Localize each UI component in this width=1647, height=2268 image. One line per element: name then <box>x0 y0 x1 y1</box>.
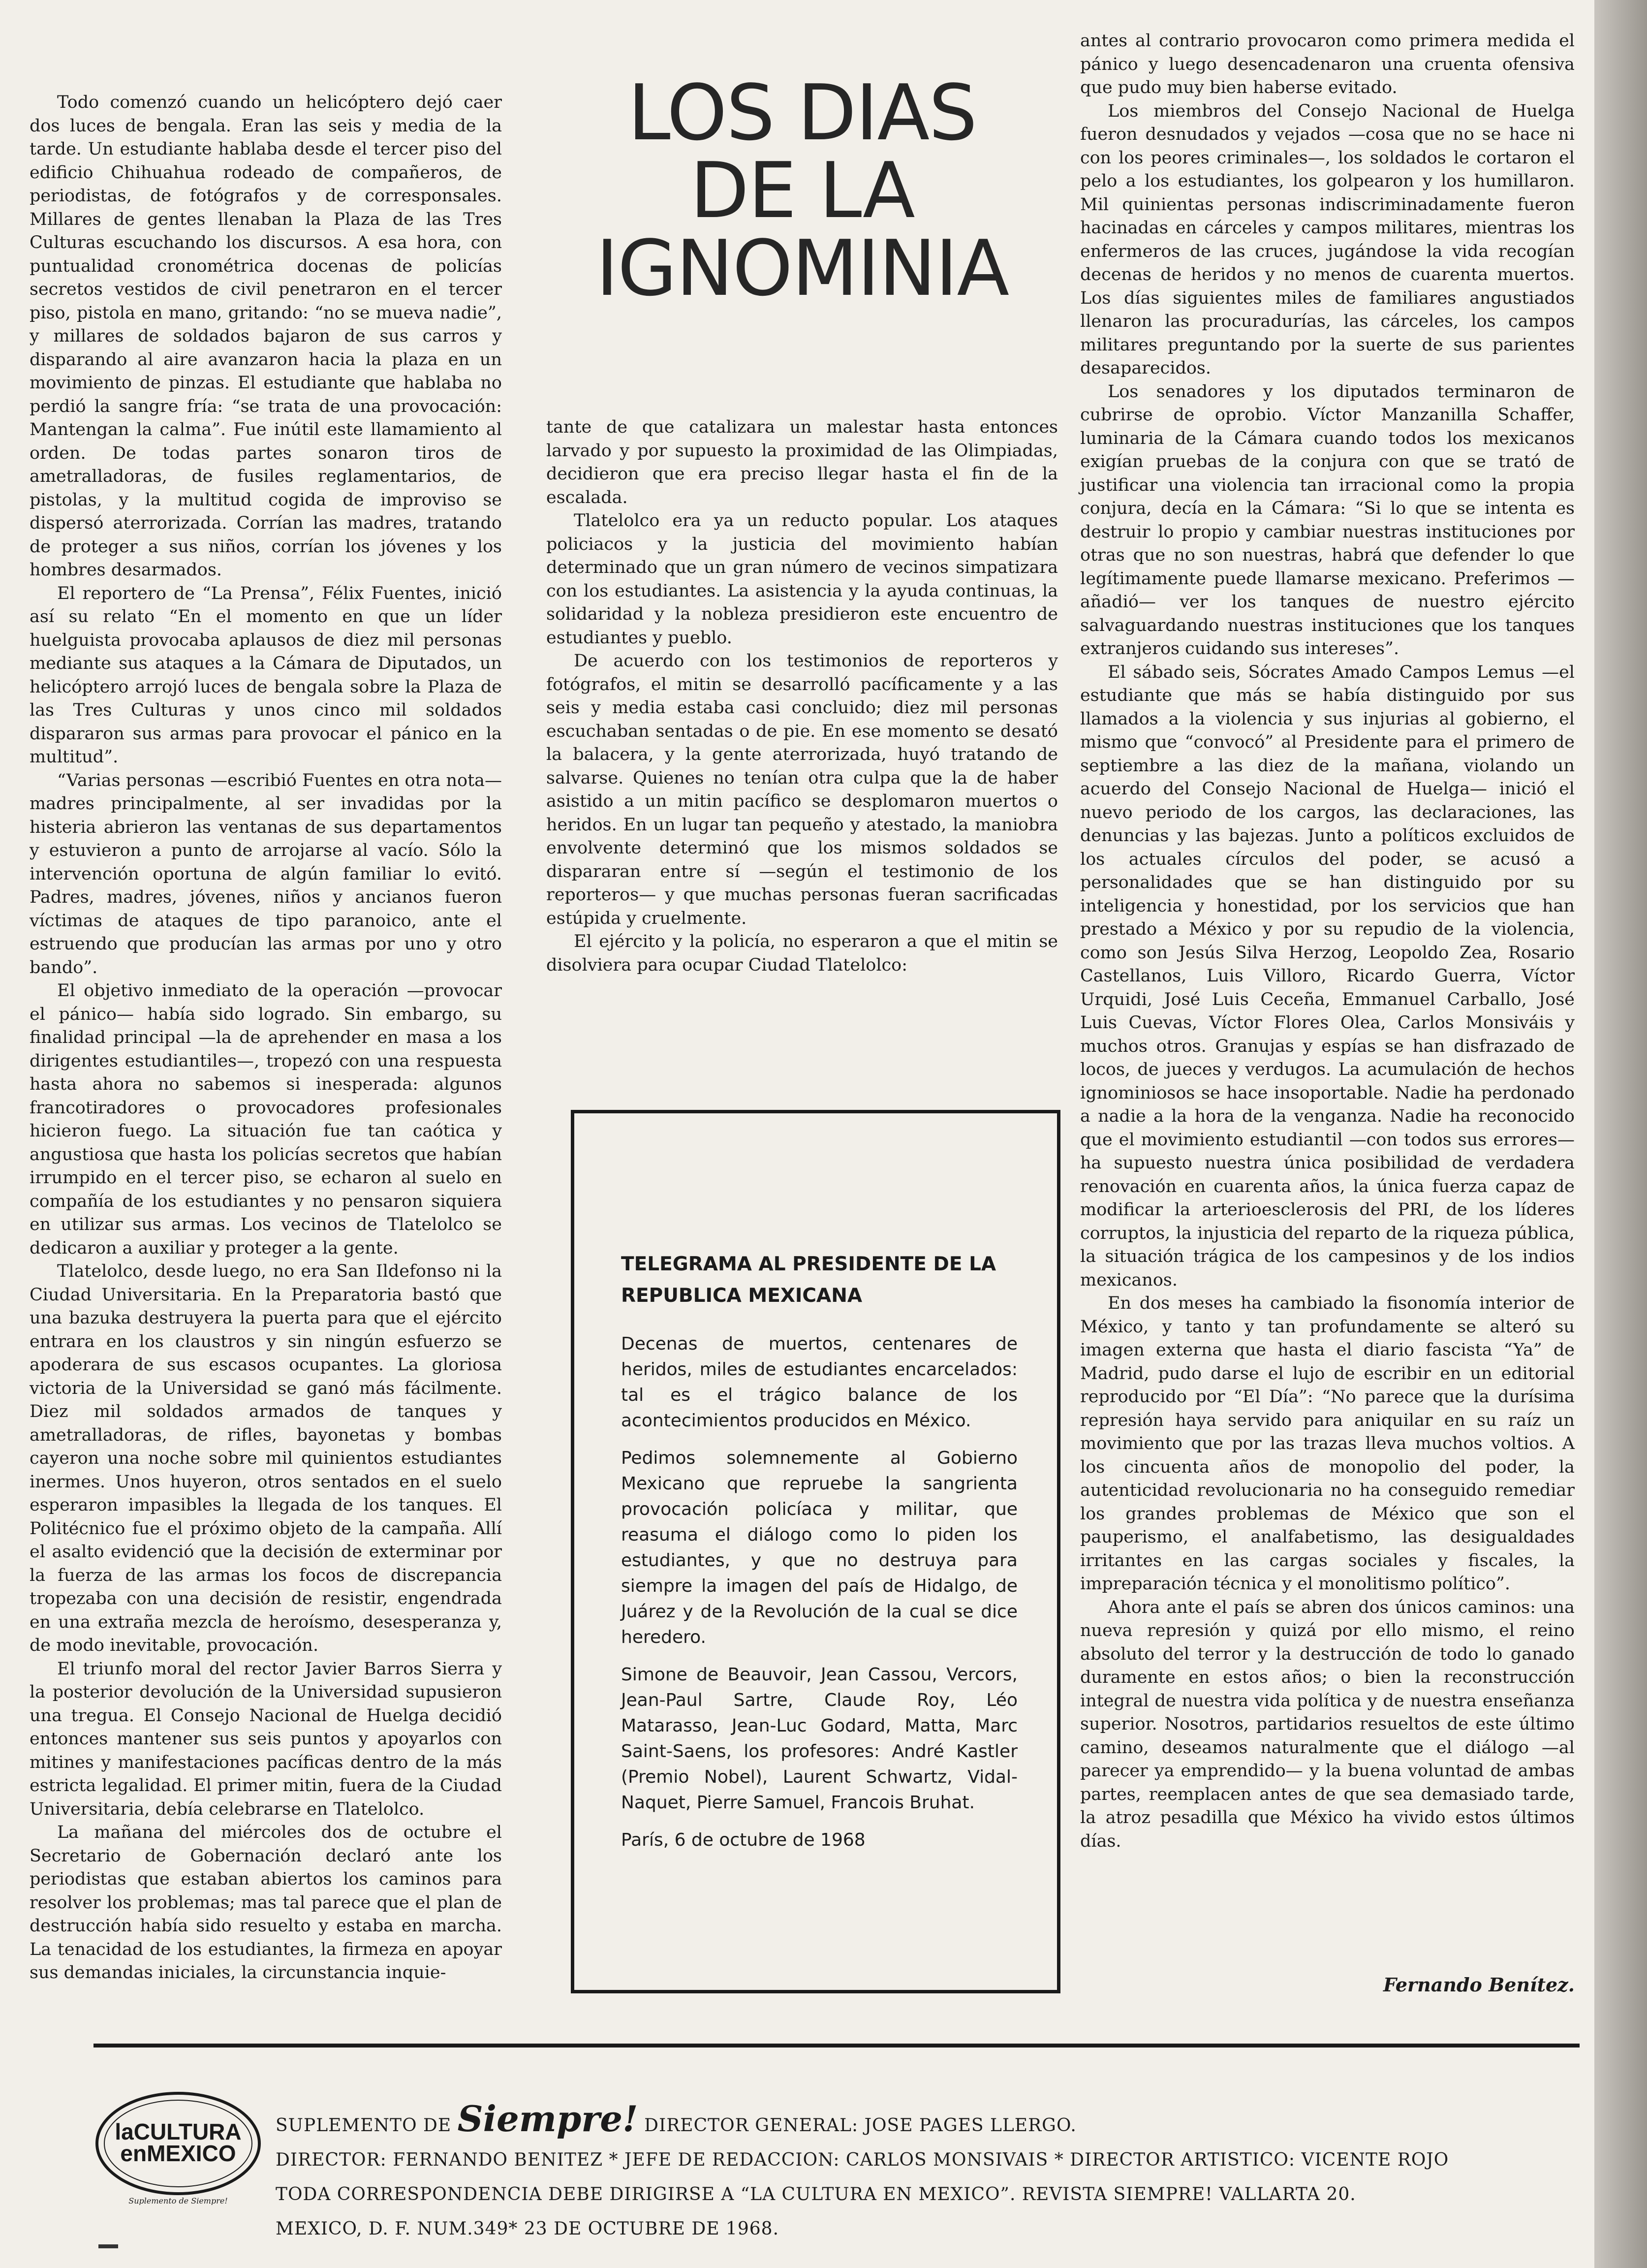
paragraph: La mañana del miércoles dos de octubre el Secretario de Gobernación declaró ante los periodistas que estaban abiertos los caminos para resolver los problemas; mas tal parece que el plan de destrucción había sido resuelto y estaba en marcha. La tenacidad de los estudiantes, la firmeza en apoyar sus demandas iniciales, la circunstancia inquie- <box>30 1823 502 1983</box>
paragraph: De acuerdo con los testimonios de reporteros y fotógrafos, el mitin se desarrolló pacíficamente y a las seis y media estaba casi concluido; diez mil personas escuchaban sentadas o de pie. En ese momento se desató la balacera, y la gente aterrorizada, huyó tratando de salvarse. Quienes no tenían otra culpa que la de haber asistido a un mitin pacífico se desplomaron muertos o heridos. En un lugar tan pequeño y atestado, la maniobra envolvente determinó que los mismos soldados se dispararan entre sí —según el testimonio de los reporteros— y que muchas personas fueran sacrificadas estúpida y cruelmente. <box>546 651 1058 928</box>
logo-caption: Suplemento de Siempre! <box>128 2196 228 2205</box>
logo-text-line-1: laCULTURA <box>115 2119 242 2144</box>
paragraph: El objetivo inmediato de la operación —provocar el pánico— había sido logrado. Sin embargo, su finalidad principal —la de aprehender en masa a los dirigentes estudiantiles—, tropezó con una respuesta hasta ahora no sabemos si inesperada: algunos francotiradores o provocadores profesionales hicieron fuego. La situación fue tan caótica y angustiosa que hasta los policías secretos que habían irrumpido en el tercer piso, se echaron al suelo en compañía de los estudiantes y no pensaron siquiera en utilizar sus armas. Los vecinos de Tlatelolco se dedicaron a auxiliar y proteger a la gente. <box>30 981 502 1258</box>
title-line-1: LOS DIAS <box>627 68 977 158</box>
supplement-label: SUPLEMENTO DE <box>276 2115 452 2136</box>
paragraph: Ahora ante el país se abren dos únicos caminos: una nueva represión y quizá por ello mismo, el reino absoluto del terror y la destrucción de todo lo ganado duramente en estos años; o bien la reconstrucción integral de nuestra vida política y de nuestra enseñanza superior. Nosotros, partidarios resueltos de este último camino, deseamos naturalmente que el diálogo —al parecer ya emprendido— y la buena voluntad de ambas partes, reemplacen antes de que sea demasiado tarde, la atroz pesadilla que México ha vivido estos últimos días. <box>1080 1597 1575 1851</box>
article-column-1 <box>30 91 502 1985</box>
article-title <box>531 68 1073 313</box>
masthead-credits <box>276 2098 1555 2246</box>
paragraph: Todo comenzó cuando un helicóptero dejó caer dos luces de bengala. Eran las seis y media de la tarde. Un estudiante hablaba desde el tercer piso del edificio Chihuahua rodeado de compañeros, de periodistas, de fotógrafos y de corresponsales. Millares de gentes llenaban la Plaza de las Tres Culturas escuchando los discursos. A esa hora, con puntualidad cronométrica docenas de policías secretos vestidos de civil penetraron en el tercer piso, pistola en mano, gritando: “no se mueva nadie”, y millares de soldados bajaron de sus carros y disparando al aire avanzaron hacia la plaza en un movimiento de pinzas. El estudiante que hablaba no perdió la sangre fría: “se trata de una provocación: Mantengan la calma”. Fue inútil este llamamiento al orden. De todas partes sonaron tiros de ametralladoras, de fusiles reglamentarios, de pistolas, y la multitud cogida de improviso se dispersó aterrorizada. Corrían las madres, tratando de proteger a sus niños, corrían los jóvenes y los hombres desarmados. <box>30 93 502 580</box>
paragraph: En dos meses ha cambiado la fisonomía interior de México, y tanto y tan profundamente se alteró su imagen externa que hasta el diario fascista “Ya” de Madrid, pudo darse el lujo de escribir en un editorial reproducido por “El Día”: “No parece que la durísima represión haya servido para aniquilar en su raíz un movimiento que por las trazas lleva muchos voltios. A los cincuenta años de monopolio del poder, la autenticidad revolucionaria no ha conseguido remediar los grandes problemas de México que son el pauperismo, el analfabetismo, las desigualdades irritantes en las cargas sociales y fiscales, la impreparación técnica y el monolitismo político”. <box>1080 1293 1575 1594</box>
telegram-signatories: Simone de Beauvoir, Jean Cassou, Vercors, Jean-Paul Sartre, Claude Roy, Léo Matarasso, Jean-Luc Godard, Matta, Marc Saint-Saens, los profesores: André Kastler (Premio Nobel), Laurent Schwartz, Vidal-Naquet, Pierre Samuel, Francois Bruhat. <box>621 1665 1018 1813</box>
paragraph: Tlatelolco era ya un reducto popular. Los ataques policiacos y la justicia del movimiento habían determinado que un gran número de vecinos simpatizara con los estudiantes. La asistencia y la ayuda continuas, la solidaridad y la nobleza presidieron este encuentro de estudiantes y pueblo. <box>546 511 1058 648</box>
paragraph: El triunfo moral del rector Javier Barros Sierra y la posterior devolución de la Universidad supusieron una tregua. El Consejo Nacional de Huelga decidió entonces mantener sus seis puntos y apoyarlos con mitines y manifestaciones pacíficas dentro de la más estricta legalidad. El primer mitin, fuera de la Ciudad Universitaria, debía celebrarse en Tlatelolco. <box>30 1659 502 1819</box>
telegram-paragraph: Decenas de muertos, centenares de heridos, miles de estudiantes encarcelados: tal es el trágico balance de los acontecimientos producidos en México. <box>621 1334 1018 1431</box>
la-cultura-en-mexico-logo <box>93 2089 263 2205</box>
telegram-place-date: París, 6 de octubre de 1968 <box>621 1830 866 1850</box>
paragraph: Los miembros del Consejo Nacional de Huelga fueron desnudados y vejados —cosa que no se hace ni con los peores criminales—, los soldados le cortaron el pelo a los estudiantes, los golpearon y los humillaron. Mil quinientas personas indiscriminadamente fueron hacinadas en cárceles y campos militares, mientras los enfermeros de las cruces, jugándose la vida recogían decenas de heridos y no menos de cuarenta muertos. Los días siguientes miles de familiares angustiados llenaron las procuradurías, las cárceles, los campos militares preguntando por la suerte de sus parientes desaparecidos. <box>1080 101 1575 378</box>
paragraph: Los senadores y los diputados terminaron de cubrirse de oprobio. Víctor Manzanilla Schaffer, luminaria de la Cámara cuando todos los mexicanos exigían pruebas de la conjura con que se trató de justificar una violencia tan irracional como la propia conjura, decía en la Cámara: “Si lo que se intenta es destruir lo propio y cambiar nuestras instituciones por otras que no son nuestras, habrá que defender lo que legítimamente puede llamarse mexicano. Preferimos —añadió— ver los tanques de nuestro ejército salvaguardando nuestras instituciones que los tanques extranjeros cuidando sus intereses”. <box>1080 381 1575 659</box>
paragraph: antes al contrario provocaron como primera medida el pánico y luego desencadenaron una cruenta ofensiva que pudo muy bien haberse evitado. <box>1080 31 1575 97</box>
logo-text-line-2: enMEXICO <box>120 2141 236 2166</box>
paragraph: “Varias personas —escribió Fuentes en otra nota— madres principalmente, al ser invadidas por la histeria abrieron las ventanas de sus departamentos y estuvieron a punto de arrojarse al vacío. Sólo la intervención oportuna de algún familiar lo evitó. Padres, madres, jóvenes, niños y ancianos fueron víctimas de ataques de tipo paranoico, ante el estruendo que producían las armas por uno y otro bando”. <box>30 770 502 977</box>
credits-line-2: DIRECTOR: FERNANDO BENITEZ * JEFE DE REDACCION: CARLOS MONSIVAIS * DIRECTOR ARTISTICO: VICENTE ROJO <box>276 2150 1449 2170</box>
author-signature: Fernando Benítez. <box>1383 1974 1575 1996</box>
paragraph: El ejército y la policía, no esperaron a que el mitin se disolviera para ocupar Ciudad Tlatelolco: <box>546 932 1058 975</box>
telegram-box <box>571 1110 1060 1993</box>
title-line-2: DE LA <box>690 146 914 235</box>
credits-line-1 <box>276 2098 1555 2143</box>
article-column-2 <box>546 416 1058 977</box>
paragraph: Tlatelolco, desde luego, no era San Ildefonso ni la Ciudad Universitaria. En la Preparatoria bastó que una bazuka destruyera la puerta para que el ejército entrara en los claustros y sin ningún esfuerzo se apoderara de sus escasos ocupantes. La gloriosa victoria de la Universidad se ganó más fácilmente. Diez mil soldados armados de tanques y ametralladoras, de rifles, bayonetas y bombas cayeron una noche sobre mil quinientos estudiantes inermes. Unos huyeron, otros sentados en el suelo esperaron impasibles la llegada de los tanques. El Politécnico fue el próximo objeto de la campaña. Allí el asalto evidenció que la decisión de exterminar por la fuerza de las armas los focos de discrepancia tropezaba con una decisión de resistir, engendrada en una extraña mezcla de heroísmo, desesperanza y, de modo inevitable, provocación. <box>30 1261 502 1655</box>
paragraph: El reportero de “La Prensa”, Félix Fuentes, inició así su relato “En el momento en que un líder huelguista provocaba aplausos de diez mil personas mediante sus ataques a la Cámara de Diputados, un helicóptero arrojó luces de bengala sobre la Plaza de las Tres Culturas y unos cinco mil soldados dispararon sus armas para provocar el pánico en la multitud”. <box>30 583 502 767</box>
credits-line-4: MEXICO, D. F. NUM.349* 23 DE OCTUBRE DE 1968. <box>276 2219 779 2239</box>
page-edge-shadow <box>1594 0 1647 2268</box>
footer-divider <box>93 2044 1580 2048</box>
page-corner-mark <box>98 2244 118 2248</box>
telegram-paragraph: Pedimos solemnemente al Gobierno Mexicano que repruebe la sangrienta provocación policíaca y militar, que reasuma el diálogo como lo piden los estudiantes, y que no destruya para siempre la imagen del país de Hidalgo, de Juárez y de la Revolución de la cual se dice heredero. <box>621 1448 1018 1647</box>
paragraph: tante de que catalizara un malestar hasta entonces larvado y por supuesto la proximidad de las Olimpiadas, decidieron que era preciso llegar hasta el fin de la escalada. <box>546 417 1058 507</box>
siempre-wordmark: Siempre! <box>457 2098 638 2140</box>
telegram-title: TELEGRAMA AL PRESIDENTE DE LA REPUBLICA MEXICANA <box>621 1253 996 1307</box>
director-general: DIRECTOR GENERAL: JOSE PAGES LLERGO. <box>644 2115 1077 2136</box>
credits-line-3: TODA CORRESPONDENCIA DEBE DIRIGIRSE A “LA CULTURA EN MEXICO”. REVISTA SIEMPRE! VALLARTA 20. <box>276 2184 1356 2205</box>
article-column-3 <box>1080 30 1575 1853</box>
title-line-3: IGNOMINIA <box>595 223 1009 313</box>
paragraph: El sábado seis, Sócrates Amado Campos Lemus —el estudiante que más se había distinguido por sus llamados a la violencia y sus injurias al gobierno, el mismo que “convocó” al Presidente para el primero de septiembre a las diez de la mañana, violando un acuerdo del Consejo Nacional de Huelga— inició el nuevo periodo de los cargos, las declaraciones, las denuncias y las bajezas. Junto a políticos excluidos de los actuales círculos del poder, se acusó a personalidades que se han distinguido por su inteligencia y honestidad, por los servicios que han prestado a México y por su repudio de la violencia, como son Jesús Silva Herzog, Leopoldo Zea, Rosario Castellanos, Luis Villoro, Ricardo Guerra, Víctor Urquidi, José Luis Ceceña, Emmanuel Carballo, José Luis Cuevas, Víctor Flores Olea, Carlos Monsiváis y muchos otros. Granujas y espías se han disfrazado de locos, de jueces y verdugos. La acumulación de hechos ignominiosos se hace insoportable. Nadie ha perdonado a nadie a la hora de la venganza. Nadie ha reconocido que el movimiento estudiantil —con todos sus errores— ha supuesto nuestra única posibilidad de verdadera renovación en cuarenta años, la única fuerza capaz de modificar la arterioesclerosis del PRI, de los líderes corruptos, la injusticia del reparto de la riqueza pública, la situación trágica de los campesinos y de los indios mexicanos. <box>1080 662 1575 1290</box>
